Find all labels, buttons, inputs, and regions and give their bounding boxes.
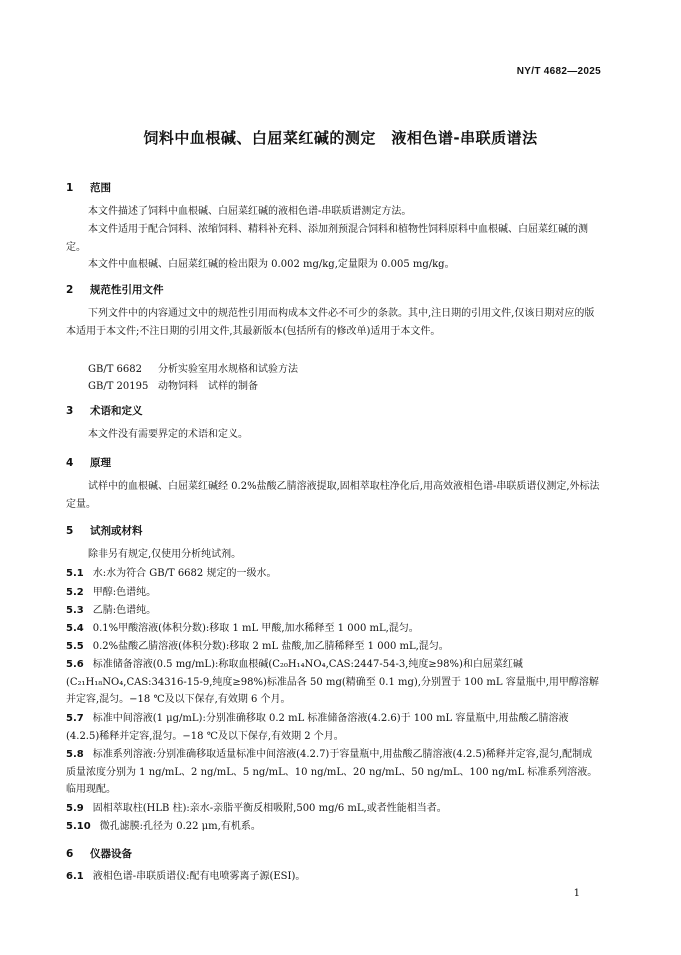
reference-item	[88, 377, 258, 392]
section-number: 6	[66, 848, 74, 860]
reference-code: GB/T 6682	[88, 364, 143, 375]
paragraph: 本文件描述了饲料中血根碱、白屈菜红碱的液相色谱-串联质谱测定方法。	[88, 206, 412, 217]
section-title: 范围	[90, 182, 111, 194]
item-number: 5.9	[66, 803, 84, 814]
paragraph: 试样中的血根碱、白屈菜红碱经 0.2%盐酸乙腈溶液提取,固相萃取柱净化后,用高效液相色谱-串联质谱仪测定,外标法定量。	[66, 481, 600, 510]
section-6-heading	[66, 846, 132, 861]
section-1-heading	[66, 180, 111, 195]
item-text: 标准中间溶液(1 μg/mL):分别准确移取 0.2 mL 标准储备溶液(4.2.6)于 100 mL 容量瓶中,用盐酸乙腈溶液(4.2.5)稀释并定容,混匀。−18 ℃及以下保存,有效期 2 个月。	[66, 713, 569, 742]
reference-item	[88, 360, 298, 375]
paragraph: 除非另有规定,仅使用分析纯试剂。	[88, 549, 242, 560]
paragraph: 本文件没有需要界定的术语和定义。	[88, 429, 248, 440]
list-item	[66, 818, 600, 836]
section-number: 3	[66, 405, 74, 417]
item-text: 标准系列溶液:分别准确移取适量标准中间溶液(4.2.7)于容量瓶中,用盐酸乙腈溶液(4.2.5)稀释并定容,混匀,配制成质量浓度分别为 1 ng/mL、2 ng/mL、5 ng/mL、10 ng/mL、20 ng/mL、50 ng/mL、100 ng/mL 标准系列溶液。临用现配。	[66, 749, 598, 795]
reference-code: GB/T 20195	[88, 381, 149, 392]
section-title: 术语和定义	[90, 405, 143, 417]
section-number: 1	[66, 182, 74, 194]
item-text: 0.1%甲酸溶液(体积分数):移取 1 mL 甲酸,加水稀释至 1 000 mL,混匀。	[92, 623, 419, 634]
item-text: 乙腈:色谱纯。	[92, 605, 157, 616]
item-number: 5.3	[66, 605, 84, 616]
list-item	[66, 800, 600, 818]
section-number: 5	[66, 525, 74, 537]
item-text: 0.2%盐酸乙腈溶液(体积分数):移取 2 mL 盐酸,加乙腈稀释至 1 000 mL,混匀。	[92, 641, 449, 652]
list-item	[66, 656, 600, 709]
section-title: 规范性引用文件	[90, 284, 164, 296]
list-item	[66, 638, 600, 656]
page-number: 1	[573, 888, 580, 899]
reference-title: 动物饲料 试样的制备	[158, 381, 258, 392]
item-text: 水:水为符合 GB/T 6682 规定的一级水。	[92, 568, 277, 579]
item-number: 6.1	[66, 871, 84, 882]
list-item	[66, 602, 600, 620]
section-number: 4	[66, 457, 74, 469]
item-number: 5.7	[66, 713, 84, 724]
item-text: 甲醇:色谱纯。	[92, 587, 157, 598]
section-title: 仪器设备	[90, 848, 132, 860]
section-title: 原理	[90, 457, 111, 469]
list-item	[66, 584, 600, 602]
paragraph: 本文件适用于配合饲料、浓缩饲料、精料补充料、添加剂预混合饲料和植物性饲料原料中血根碱、白屈菜红碱的测定。	[66, 224, 588, 253]
list-item	[66, 620, 600, 638]
reference-title: 分析实验室用水规格和试验方法	[158, 364, 298, 375]
list-item	[66, 868, 600, 886]
section-3-heading	[66, 403, 143, 418]
item-number: 5.6	[66, 659, 84, 670]
item-number: 5.10	[66, 821, 91, 832]
item-text: 液相色谱-串联质谱仪:配有电喷雾离子源(ESI)。	[92, 871, 306, 882]
document-title: 饲料中血根碱、白屈菜红碱的测定 液相色谱-串联质谱法	[143, 129, 538, 147]
item-text: 标准储备溶液(0.5 mg/mL):称取血根碱(C₂₀H₁₄NO₄,CAS:2447-54-3,纯度≥98%)和白屈菜红碱(C₂₁H₁₈NO₄,CAS:34316-15-9,纯度≥98%)标准品各 50 mg(精确至 0.1 mg),分别置于 100 mL 容量瓶中,用甲醇溶解并定容,混匀。−18 ℃及以下保存,有效期 6 个月。	[66, 659, 599, 705]
item-number: 5.4	[66, 623, 84, 634]
list-item	[66, 746, 600, 799]
item-text: 固相萃取柱(HLB 柱):亲水-亲脂平衡反相吸附,500 mg/6 mL,或者性能相当者。	[92, 803, 447, 814]
paragraph: 下列文件中的内容通过文中的规范性引用而构成本文件必不可少的条款。其中,注日期的引用文件,仅该日期对应的版本适用于本文件;不注日期的引用文件,其最新版本(包括所有的修改单)适用于本文件。	[66, 308, 595, 337]
section-2-heading	[66, 282, 164, 297]
section-5-heading	[66, 523, 143, 538]
item-number: 5.5	[66, 641, 84, 652]
list-item	[66, 565, 600, 583]
item-number: 5.8	[66, 749, 84, 760]
section-4-heading	[66, 455, 111, 470]
section-number: 2	[66, 284, 74, 296]
item-number: 5.1	[66, 568, 84, 579]
document-code: NY/T 4682—2025	[516, 66, 601, 77]
section-title: 试剂或材料	[90, 525, 143, 537]
item-text: 微孔滤膜:孔径为 0.22 μm,有机系。	[99, 821, 261, 832]
item-number: 5.2	[66, 587, 84, 598]
list-item	[66, 710, 600, 745]
paragraph: 本文件中血根碱、白屈菜红碱的检出限为 0.002 mg/kg,定量限为 0.005 mg/kg。	[88, 259, 455, 270]
